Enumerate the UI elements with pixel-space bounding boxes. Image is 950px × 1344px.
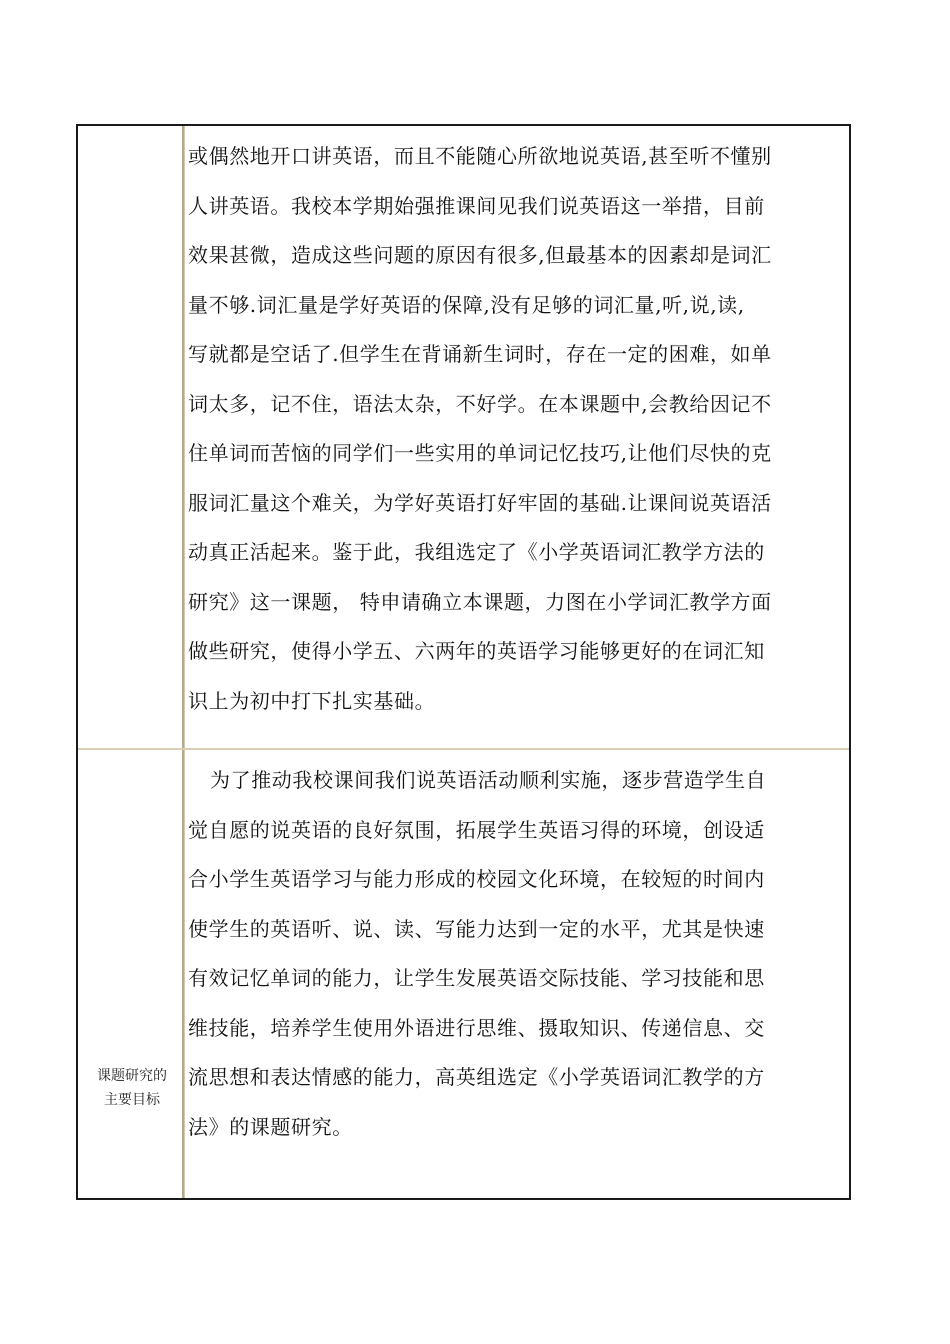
research-background-text: [188, 132, 841, 726]
form-table: [76, 124, 851, 1200]
text-line: 动真正活起来。鉴于此，我组选定了《小学英语词汇教学方法的: [188, 540, 765, 564]
text-line: 人讲英语。我校本学期始强推课间见我们说英语这一举措，目前: [188, 193, 765, 218]
text-line: 觉自愿的说英语的良好氛围，拓展学生英语习得的环境，创设适: [188, 817, 765, 842]
text-line: 合小学生英语学习与能力形成的校园文化环境，在较短的时间内: [188, 867, 765, 891]
text-line: 流思想和表达情感的能力，高英组选定《小学英语词汇教学的方: [188, 1065, 765, 1089]
row-label-line: 主要目标: [104, 1092, 160, 1108]
row-label-main-goals: [80, 1064, 184, 1112]
text-line: 住单词而苦恼的同学们一些实用的单词记忆技巧,让他们尽快的克: [188, 441, 772, 465]
text-line: 为了推动我校课间我们说英语活动顺利实施，逐步营造学生自: [210, 768, 767, 792]
main-goals-text: [188, 756, 841, 1152]
text-line: 法》的课题研究。: [188, 1114, 353, 1139]
text-line: 使学生的英语听、说、读、写能力达到一定的水平，尤其是快速: [188, 916, 765, 941]
row-label-line: 课题研究的: [97, 1068, 167, 1084]
text-line: 效果甚微，造成这些问题的原因有很多,但最基本的因素却是词汇: [188, 243, 772, 267]
row-divider: [78, 748, 849, 750]
text-line: 维技能，培养学生使用外语进行思维、摄取知识、传递信息、交: [188, 1015, 765, 1040]
text-line: 或偶然地开口讲英语，而且不能随心所欲地说英语,甚至听不懂别: [188, 144, 772, 168]
text-line: 量不够.词汇量是学好英语的保障,没有足够的词汇量,听,说,读,: [188, 292, 745, 317]
text-line: 研究》这一课题， 特申请确立本课题，力图在小学词汇教学方面: [188, 589, 772, 614]
text-line: 有效记忆单词的能力，让学生发展英语交际技能、学习技能和思: [188, 966, 765, 990]
text-line: 服词汇量这个难关，为学好英语打好牢固的基础.让课间说英语活: [188, 490, 772, 515]
text-line: 词太多，记不住，语法太杂，不好学。在本课题中,会教给因记不: [188, 391, 772, 416]
text-line: 做些研究，使得小学五、六两年的英语学习能够更好的在词汇知: [188, 639, 765, 663]
text-line: 识上为初中打下扎实基础。: [188, 688, 436, 713]
label-column: [78, 126, 184, 1198]
text-line: 写就都是空话了.但学生在背诵新生词时，存在一定的困难，如单: [188, 342, 772, 366]
